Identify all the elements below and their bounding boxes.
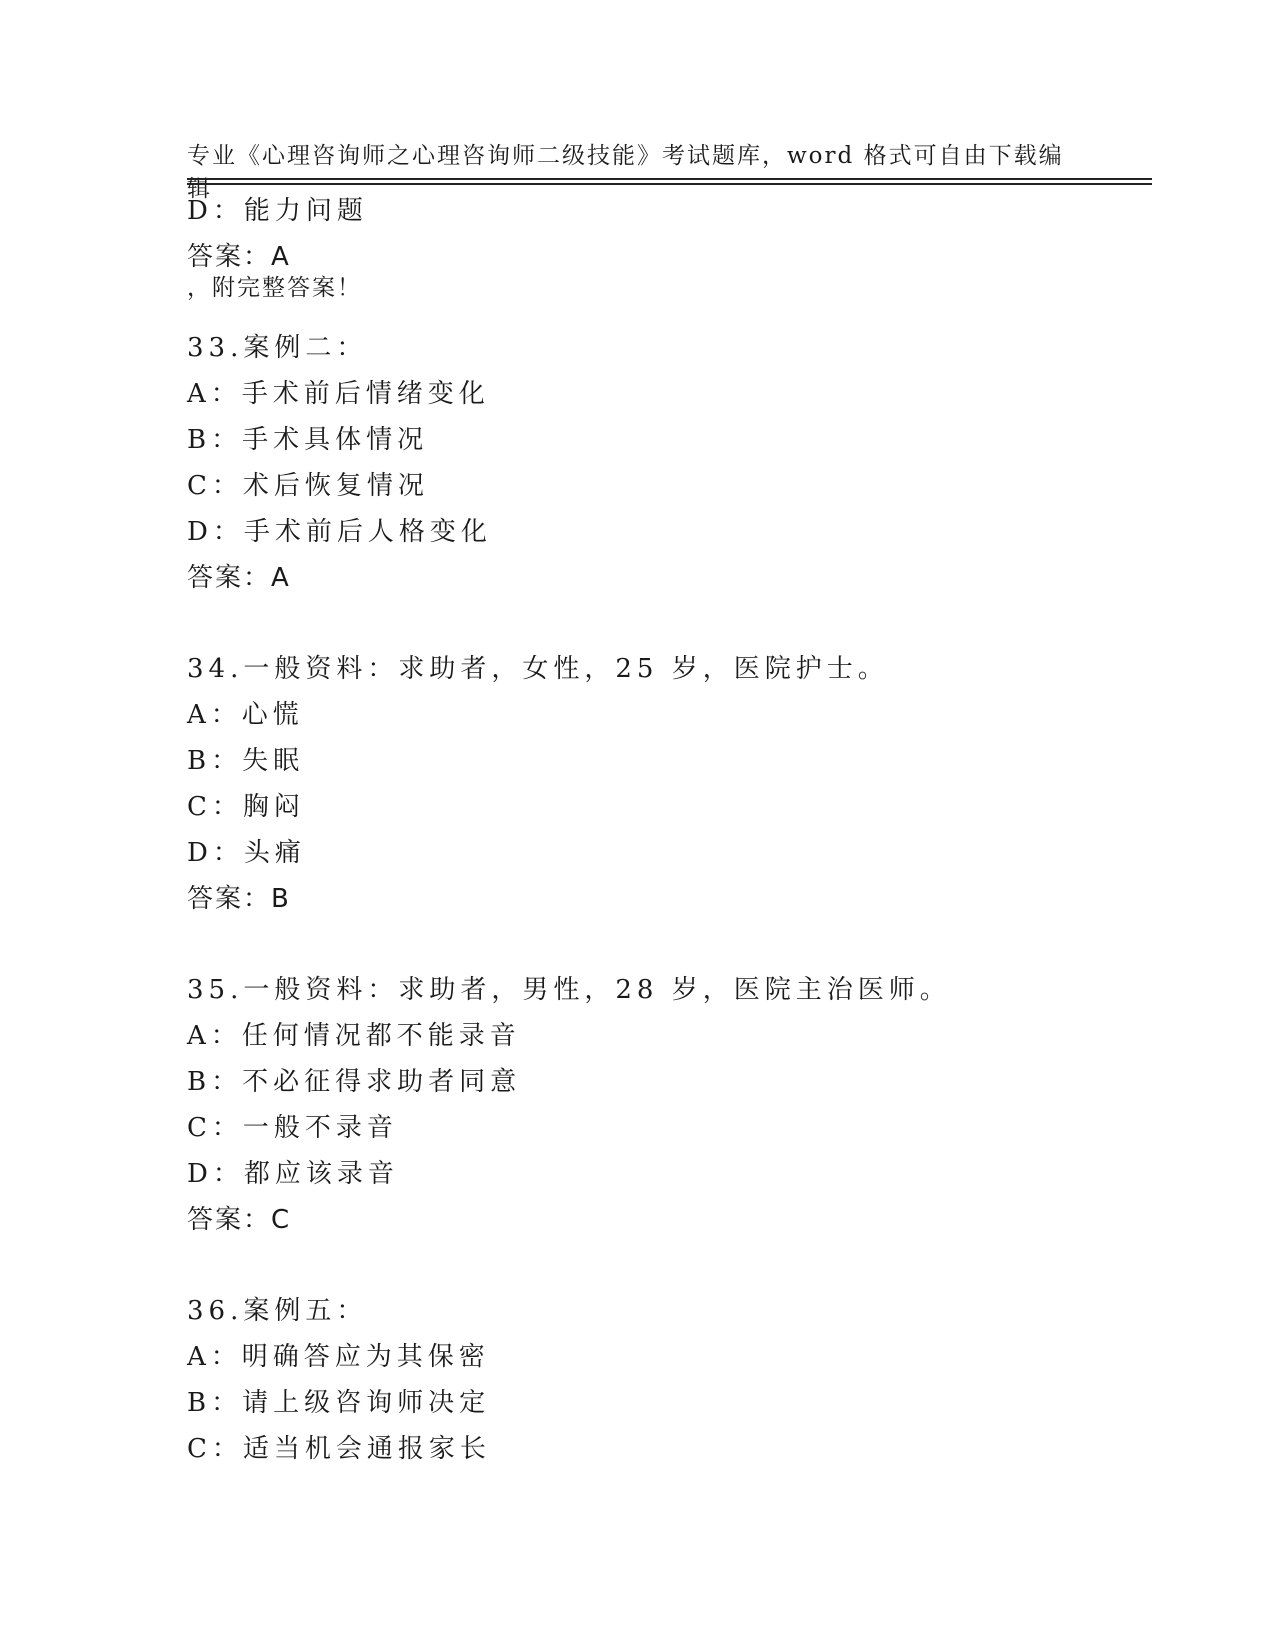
answer: 答案：A — [187, 563, 291, 593]
header-divider-bottom — [187, 183, 1152, 185]
header-line-1: 专业《心理咨询师之心理咨询师二级技能》考试题库，word 格式可自由下载编辑 — [187, 143, 1064, 202]
option-c: C：一般不录音 — [187, 1113, 398, 1143]
question-stem: 33.案例二： — [187, 333, 368, 363]
header-line-2: ，附完整答案！ — [187, 275, 362, 301]
option-a: A：手术前后情绪变化 — [187, 379, 490, 409]
option-c: C：适当机会通报家长 — [187, 1434, 491, 1464]
option-c: C：术后恢复情况 — [187, 471, 429, 501]
option-d: D：能力问题 — [187, 196, 368, 226]
spacer — [187, 280, 1147, 325]
spacer — [187, 601, 1147, 646]
answer: 答案：C — [187, 1205, 292, 1235]
option-d: D：都应该录音 — [187, 1159, 399, 1189]
spacer — [187, 1243, 1147, 1288]
question-stem: 35.一般资料：求助者，男性，28 岁，医院主治医师。 — [187, 975, 951, 1005]
option-d: D：手术前后人格变化 — [187, 517, 492, 547]
option-b: B：失眠 — [187, 746, 305, 776]
option-b: B：手术具体情况 — [187, 425, 429, 455]
option-c: C：胸闷 — [187, 792, 305, 822]
question-34 — [187, 646, 1147, 922]
option-a: A：任何情况都不能录音 — [187, 1021, 521, 1051]
question-stem: 34.一般资料：求助者，女性，25 岁，医院护士。 — [187, 654, 889, 684]
question-36 — [187, 1288, 1147, 1472]
question-35 — [187, 967, 1147, 1243]
option-a: A：明确答应为其保密 — [187, 1342, 490, 1372]
question-33 — [187, 325, 1147, 601]
header-divider-top — [187, 178, 1152, 180]
spacer — [187, 922, 1147, 967]
answer: 答案：B — [187, 884, 291, 914]
question-32-tail — [187, 188, 1147, 280]
question-stem: 36.案例五： — [187, 1296, 368, 1326]
question-list — [187, 188, 1147, 1472]
option-d: D：头痛 — [187, 838, 306, 868]
option-b: B：请上级咨询师决定 — [187, 1388, 491, 1418]
option-a: A：心慌 — [187, 700, 304, 730]
answer: 答案：A — [187, 242, 291, 272]
option-b: B：不必征得求助者同意 — [187, 1067, 522, 1097]
